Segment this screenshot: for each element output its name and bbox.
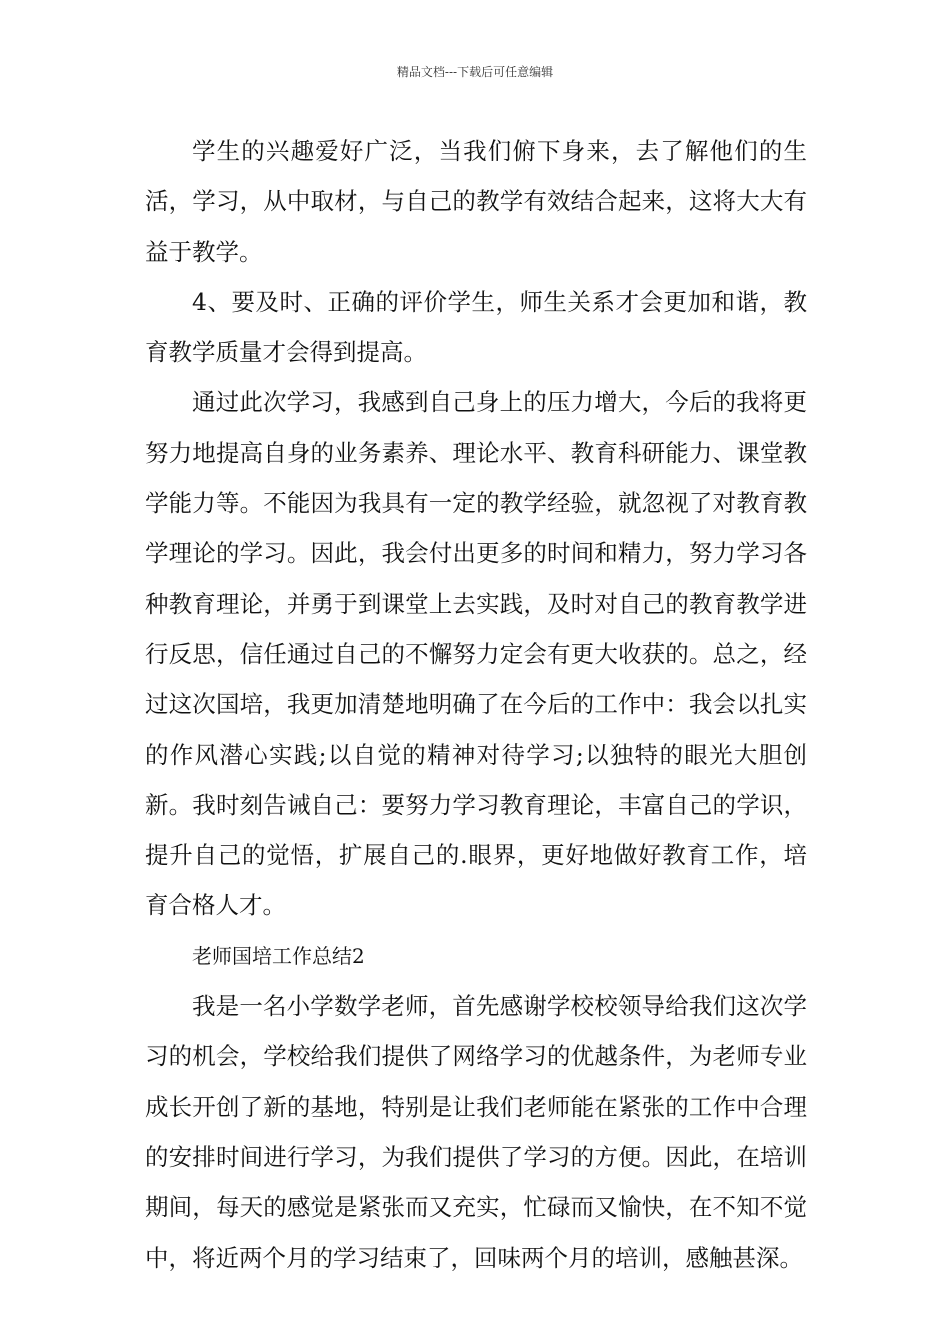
paragraph-timely-evaluation: 4、要及时、正确的评价学生，师生关系才会更加和谐，教育教学质量才会得到提高。 [145, 287, 807, 367]
paragraph-math-teacher: 我是一名小学数学老师，首先感谢学校校领导给我们这次学习的机会，学校给我们提供了网络学习的优越条件，为老师专业成长开创了新的基地，特别是让我们老师能在紧张的工作中合理的安排时间进行学习，为我们提供了学习的方便。因此，在培训期间，每天的感觉是紧张而又充实，忙碌而又愉快，在不知不觉中，将近两个月的学习结束了，回味两个月的培训，感触甚深。 [145, 992, 807, 1272]
page-header: 精品文档---下载后可任意编辑 [396, 65, 554, 79]
section-heading: 老师国培工作总结2 [192, 943, 365, 968]
paragraph-study-reflection: 通过此次学习，我感到自己身上的压力增大，今后的我将更努力地提高自身的业务素养、理论水平、教育科研能力、课堂教学能力等。不能因为我具有一定的教学经验，就忽视了对教育教学理论的学习。因此，我会付出更多的时间和精力，努力学习各种教育理论，并勇于到课堂上去实践，及时对自己的教育教学进行反思，信任通过自己的不懈努力定会有更大收获的。总之，经过这次国培，我更加清楚地明确了在今后的工作中：我会以扎实的作风潜心实践;以自觉的精神对待学习;以独特的眼光大胆创新。我时刻告诫自己：要努力学习教育理论，丰富自己的学识，提升自己的觉悟，扩展自己的.眼界，更好地做好教育工作，培育合格人才。 [145, 388, 807, 920]
paragraph-student-interests: 学生的兴趣爱好广泛，当我们俯下身来，去了解他们的生活，学习，从中取材，与自己的教学有效结合起来，这将大大有益于教学。 [145, 137, 807, 266]
document-body [145, 126, 807, 1283]
